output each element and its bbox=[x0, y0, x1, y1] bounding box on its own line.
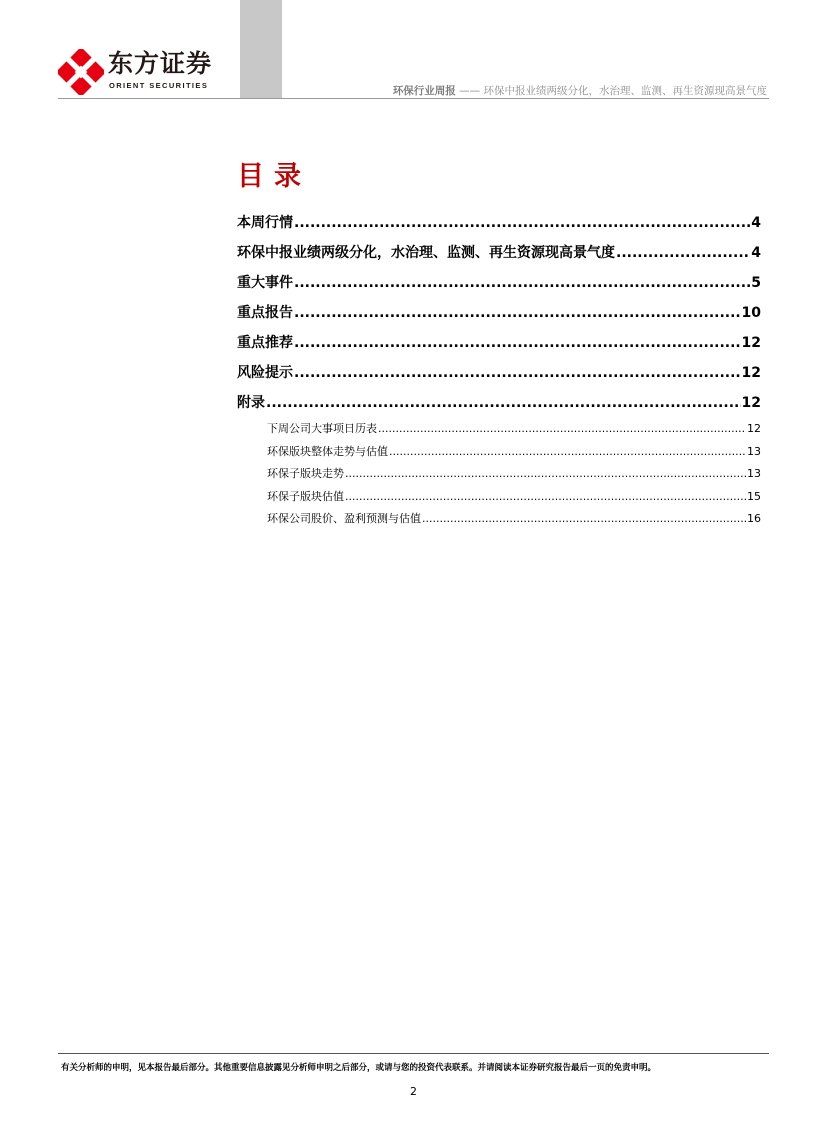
footer-disclaimer: 有关分析师的申明，见本报告最后部分。其他重要信息披露见分析师申明之后部分，或请与您的投资代表联系。并请阅读本证券研究报告最后一页的免责申明。 bbox=[61, 1063, 657, 1073]
toc-title: 目录 bbox=[237, 161, 311, 192]
toc-entry-page: 4 bbox=[751, 245, 761, 261]
toc-sub-entry-label: 环保子版块走势 bbox=[267, 467, 344, 480]
toc-entry-label: 附录 bbox=[237, 395, 265, 411]
toc-sub-entry-label: 下周公司大事项日历表 bbox=[267, 422, 377, 435]
report-header bbox=[393, 83, 767, 98]
page-number: 2 bbox=[410, 1085, 417, 1098]
toc-sub-entry-page: 15 bbox=[747, 489, 761, 503]
toc-leader-dots bbox=[294, 328, 741, 358]
toc-leader-dots bbox=[616, 238, 750, 268]
toc-entry[interactable] bbox=[237, 298, 761, 328]
toc-leader-dots bbox=[266, 388, 741, 418]
logo-english-name: ORIENT SECURITIES bbox=[109, 81, 209, 90]
toc-entry-page: 4 bbox=[751, 215, 761, 231]
report-type: 环保行业周报 bbox=[392, 85, 456, 97]
toc-entry-label: 风险提示 bbox=[237, 365, 293, 381]
logo-chinese-name: 东方证券 bbox=[108, 49, 213, 78]
toc-sub-entry-page: 13 bbox=[747, 444, 761, 458]
toc-sub-entry[interactable] bbox=[237, 418, 761, 441]
toc-entry[interactable] bbox=[237, 358, 761, 388]
toc-sub-entry[interactable] bbox=[237, 486, 761, 509]
toc-sub-entry-page: 13 bbox=[747, 467, 761, 480]
toc-entry-label: 环保中报业绩两级分化，水治理、监测、再生资源现高景气度 bbox=[237, 245, 615, 261]
toc-entry-page: 12 bbox=[741, 335, 761, 351]
toc-leader-dots bbox=[389, 441, 746, 464]
toc-leader-dots bbox=[422, 508, 746, 531]
toc-entry[interactable] bbox=[237, 208, 761, 238]
toc-entry[interactable] bbox=[237, 268, 761, 298]
toc-sub-entry-label: 环保子版块估值 bbox=[267, 489, 344, 503]
toc-entry-page: 5 bbox=[751, 275, 761, 291]
toc-leader-dots bbox=[294, 358, 741, 388]
logo-mark-icon bbox=[58, 49, 104, 95]
toc-entry-page: 10 bbox=[741, 305, 761, 321]
company-logo bbox=[58, 49, 228, 97]
toc-sub-entry[interactable] bbox=[237, 508, 761, 531]
toc-sub-entry[interactable] bbox=[237, 441, 761, 464]
toc-leader-dots bbox=[345, 486, 746, 509]
toc-entry[interactable] bbox=[237, 238, 761, 268]
footer-divider bbox=[58, 1053, 769, 1054]
toc-sub-entry[interactable] bbox=[237, 463, 761, 486]
report-title: 环保中报业绩两级分化，水治理、监测、再生资源现高景气度 bbox=[483, 85, 767, 97]
toc-entry-label: 本周行情 bbox=[237, 215, 293, 231]
toc-entry-label: 重点报告 bbox=[237, 305, 293, 321]
toc-entry-page: 12 bbox=[741, 365, 761, 381]
header-separator: —— bbox=[459, 85, 481, 97]
header-gray-bar bbox=[240, 0, 282, 98]
toc-sub-entry-page: 12 bbox=[747, 422, 761, 435]
toc-entry[interactable] bbox=[237, 388, 761, 418]
toc-entry[interactable] bbox=[237, 328, 761, 358]
toc-entry-label: 重点推荐 bbox=[237, 335, 293, 351]
toc-sub-entry-label: 环保公司股价、盈利预测与估值 bbox=[267, 512, 421, 525]
header-divider bbox=[58, 98, 769, 99]
toc-leader-dots bbox=[294, 268, 750, 298]
toc-leader-dots bbox=[378, 418, 746, 441]
toc-sub-entry-label: 环保版块整体走势与估值 bbox=[267, 444, 388, 458]
toc-leader-dots bbox=[345, 463, 746, 486]
toc-leader-dots bbox=[294, 298, 741, 328]
toc-entry-label: 重大事件 bbox=[237, 275, 293, 291]
toc-entry-page: 12 bbox=[741, 395, 761, 411]
toc-leader-dots bbox=[294, 208, 750, 238]
table-of-contents bbox=[237, 208, 761, 531]
toc-sub-entry-page: 16 bbox=[747, 512, 761, 525]
